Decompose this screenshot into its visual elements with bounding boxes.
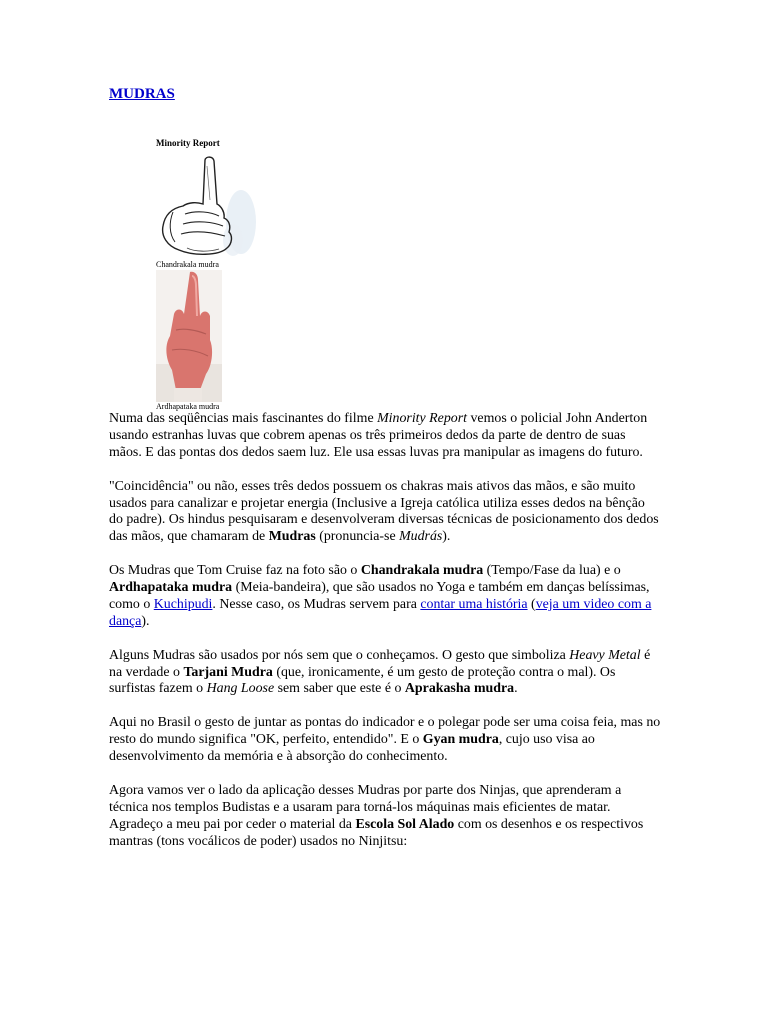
hand-photo-icon xyxy=(156,270,222,402)
hand-drawing-icon xyxy=(157,152,261,260)
film-title: Minority Report xyxy=(377,411,467,426)
pronunciation: Mudrás xyxy=(399,529,443,545)
page-title[interactable]: MUDRAS xyxy=(109,86,175,102)
paragraph xyxy=(109,563,661,631)
text: (que, ironicamente, é um gesto de proteção contra o mal). Os surfistas fazem o xyxy=(109,664,616,697)
text: . xyxy=(514,681,518,697)
paragraph xyxy=(109,783,661,851)
text: ). xyxy=(141,613,150,629)
term: Mudras xyxy=(268,529,316,545)
figure-caption-ardhapataka: Ardhapataka mudra xyxy=(156,402,220,411)
term: Aprakasha mudra xyxy=(404,681,515,697)
text: Aqui no Brasil o gesto de juntar as pontas do indicador e o polegar pode ser uma coisa feia, mas no resto do mundo significa "OK, perfeito, entendido". E o xyxy=(109,715,661,748)
text: . Nesse caso, os Mudras servem para xyxy=(212,596,421,612)
contar-historia-link[interactable]: contar uma história xyxy=(420,596,528,612)
text: Agora vamos ver o lado da aplicação desses Mudras por parte dos Ninjas, que aprenderam a técnica nos templos Budistas e a usaram para torná-los máquinas mais eficientes de matar. Agradeço a meu pai por ceder o material da xyxy=(109,782,622,832)
text: "Coincidência" ou não, esses três dedos possuem os chakras mais ativos das mãos, e são muito usados para canalizar e projetar energia (Inclusive a Igreja católica utiliza esses dedos na bênção do padre). Os hindus pesquisaram e desenvolveram diversas técnicas de posicionamento dos dedos das mãos, que chamaram de xyxy=(109,478,659,545)
paragraph xyxy=(109,411,661,462)
text: Alguns Mudras são usados por nós sem que o conheçamos. O gesto que simboliza xyxy=(109,647,570,663)
paragraph xyxy=(109,715,661,766)
text: (Meia-bandeira), que são usados no Yoga e também em danças belíssimas, como o xyxy=(109,580,650,612)
term: Escola Sol Alado xyxy=(355,816,455,832)
figure-caption-chandrakala: Chandrakala mudra xyxy=(156,260,219,269)
term: Ardhapataka mudra xyxy=(109,580,233,596)
text: , cujo uso visa ao desenvolvimento da memória e à absorção do conhecimento. xyxy=(109,732,595,765)
text: vemos o policial John Anderton usando estranhas luvas que cobrem apenas os três primeiros dedos da parte de dentro de suas mãos. E das pontas dos dedos saem luz. Ele usa essas luvas pra manipular as imagens do futuro. xyxy=(109,411,648,460)
text: é na verdade o xyxy=(109,647,651,680)
text: com os desenhos e os respectivos mantras (tons vocálicos de poder) usados no Ninjitsu: xyxy=(109,816,644,849)
emphasis: Heavy Metal xyxy=(569,647,641,663)
article-body xyxy=(109,411,661,867)
paragraph xyxy=(109,479,661,547)
emphasis: Hang Loose xyxy=(206,681,275,697)
text: Numa das seqüências mais fascinantes do filme xyxy=(109,411,378,426)
text: (pronuncia-se xyxy=(315,529,400,545)
paragraph xyxy=(109,648,661,699)
text: ). xyxy=(442,529,451,545)
figure-caption-minority-report: Minority Report xyxy=(156,138,220,148)
text: sem saber que este é o xyxy=(274,681,405,697)
kuchipudi-link[interactable]: Kuchipudi xyxy=(153,596,213,612)
video-danca-link[interactable]: veja um video com a dança xyxy=(109,596,652,629)
text: Os Mudras que Tom Cruise faz na foto são o xyxy=(109,563,361,579)
text: ( xyxy=(527,596,536,612)
term: Gyan mudra xyxy=(422,732,499,748)
term: Tarjani Mudra xyxy=(183,664,273,680)
term: Chandrakala mudra xyxy=(360,563,484,579)
text: (Tempo/Fase da lua) e o xyxy=(483,563,621,579)
